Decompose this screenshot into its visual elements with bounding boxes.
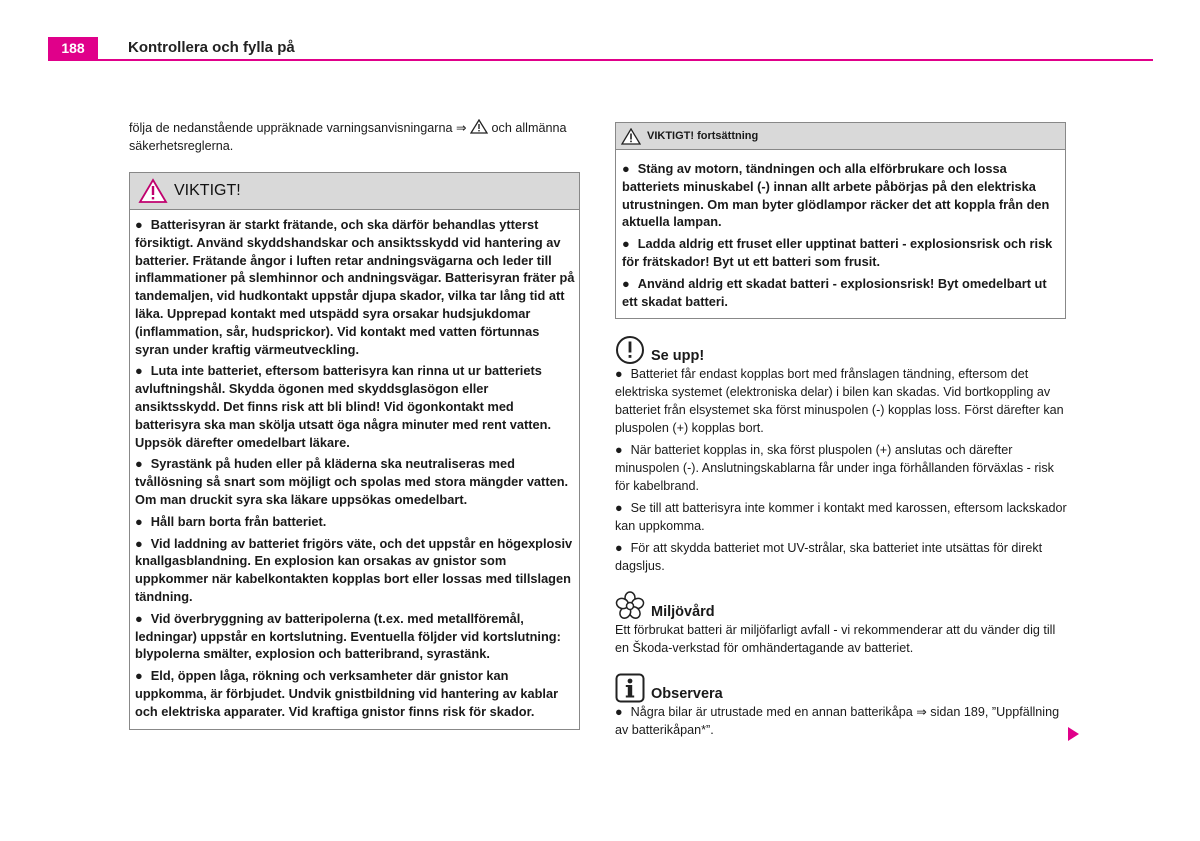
warning-continued-title: VIKTIGT! fortsättning	[647, 130, 759, 142]
environment-text: Ett förbrukat batteri är miljöfarligt avfall - vi rekommenderar att du vänder dig till en Škoda-verkstad för omhändertagande av batteriet.	[615, 623, 1056, 656]
chapter-title: Kontrollera och fylla på	[128, 39, 295, 56]
list-item: ● Vid laddning av batteriet frigörs väte, och det uppstår en högexplosiv knallgasblandning. En explosion kan orsakas av gnistor som uppkommer när kabelkontakten kopplas bort eller lossas med tillslagen tändning.	[135, 535, 573, 604]
list-item: ● Se till att batterisyra inte kommer i kontakt med karossen, eftersom lackskador kan uppkomma.	[615, 501, 1067, 534]
note-title: Observera	[651, 686, 723, 703]
flower-icon	[615, 591, 645, 621]
exclamation-circle-icon	[615, 335, 645, 365]
environment-header	[615, 591, 1067, 621]
list-item: ● Några bilar är utrustade med en annan batterikåpa ⇒ sidan 189, ”Uppfällning av batterikåpan*”.	[615, 705, 1060, 738]
list-item: ● Batterisyran är starkt frätande, och ska därför behandlas ytterst försiktigt. Använd skyddshandskar och ansiktsskydd vid hantering av batterier. Frätande ångor i luften retar andningsvägarna och leder till inflammationer på slemhinnor och andningsvägar. Batterisyran fräter på tandemaljen, vid hudkontakt uppstår djupa skador, vilka tar lång tid att läka. Upprepad kontakt med utspädd syra orsakar hudsjukdomar (inflammation, sår, hudsprickor). Vid kontakt med vatten förtunnas syran under kraftig värmeutveckling.	[135, 217, 575, 357]
list-item: ● För att skydda batteriet mot UV-strålar, ska batteriet inte utsättas för direkt dagsljus.	[615, 541, 1043, 574]
list-item: ● Syrastänk på huden eller på kläderna ska neutraliseras med tvållösning så snart som möjligt och spolas med stora mängder vatten. Om man druckit syra ska läkare uppsökas omedelbart.	[135, 456, 569, 507]
list-item: ● Använd aldrig ett skadat batteri - explosionsrisk! Byt omedelbart ut ett skadat batteri.	[622, 275, 1047, 309]
warning-triangle-icon	[470, 119, 488, 134]
caution-title: Se upp!	[651, 348, 705, 365]
info-icon	[615, 673, 645, 703]
list-item: ● Eld, öppen låga, rökning och verksamheter där gnistor kan uppkomma, är förbjudet. Undvik gnistbildning vid hantering av kablar och elektriska apparater. Vid kraftiga gnistor finns risk för skador.	[135, 668, 559, 719]
list-item: ● Håll barn borta från batteriet.	[135, 513, 327, 529]
warning-continued-box	[615, 122, 1066, 319]
warning-triangle-icon	[138, 178, 168, 204]
next-page-arrow-icon	[1068, 727, 1079, 741]
list-item: ● Luta inte batteriet, eftersom batterisyra kan rinna ut ur batteriets avluftningshål. Skydda ögonen med skyddsglasögon eller ansiktsskydd. Det finns risk att bli blind! Vid ögonkontakt med batterisyra ska man skölja utsatt öga några minuter med rent vatten. Uppsök därefter omedelbart läkare.	[135, 363, 552, 450]
warning-continued-header	[616, 123, 1065, 150]
intro-text: följa de nedanstående uppräknade varningsanvisningarna ⇒	[129, 121, 467, 135]
list-item: ● Batteriet får endast kopplas bort med frånslagen tändning, eftersom det elektriska systemet (elektroniska delar) i bilen kan skadas. Vid bortkoppling av batteriet från elsystemet ska först minuspolen (-) kopplas loss. Först därefter kan pluspolen (+) kopplas bort.	[615, 367, 1064, 436]
left-column	[129, 119, 581, 719]
page-header	[0, 0, 1200, 62]
list-item: ● När batteriet kopplas in, ska först pluspolen (+) anslutas och därefter minuspolen (-). Anslutningskablarna får under inga förhållanden förväxlas - risk för kabelbrand.	[615, 443, 1054, 494]
intro-text-after: och allmänna säkerhetsreglerna.	[129, 121, 567, 153]
warning-box	[129, 172, 580, 730]
note-header	[615, 673, 1067, 703]
warning-body	[130, 210, 579, 729]
list-item: ● Vid överbryggning av batteripolerna (t.ex. med metallföremål, ledningar) uppstår en kortslutning. Eventuella följder vid kortslutning: blypolerna smälter, explosion och batteribrand, syrastänk.	[135, 610, 561, 662]
right-column	[615, 122, 1067, 743]
environment-title: Miljövård	[651, 604, 715, 621]
warning-header	[130, 173, 579, 210]
warning-title: VIKTIGT!	[174, 182, 241, 199]
page-number: 188	[48, 37, 98, 60]
caution-section	[615, 335, 1067, 575]
warning-continued-body	[616, 150, 1065, 318]
environment-section	[615, 591, 1067, 657]
list-item: ● Ladda aldrig ett fruset eller upptinat batteri - explosionsrisk och risk för frätskador! Byt ut ett batteri som frusit.	[622, 236, 1053, 269]
caution-header	[615, 335, 1067, 365]
list-item: ● Stäng av motorn, tändningen och alla elförbrukare och lossa batteriets minuskabel (-) innan allt arbete påbörjas på den elektriska utrustningen. Om man byter glödlampor räcker det att koppla från den aktuella lampan.	[622, 161, 1050, 230]
header-rule	[48, 59, 1153, 61]
note-section	[615, 673, 1067, 739]
warning-triangle-icon	[621, 128, 641, 145]
intro-paragraph	[129, 119, 581, 155]
